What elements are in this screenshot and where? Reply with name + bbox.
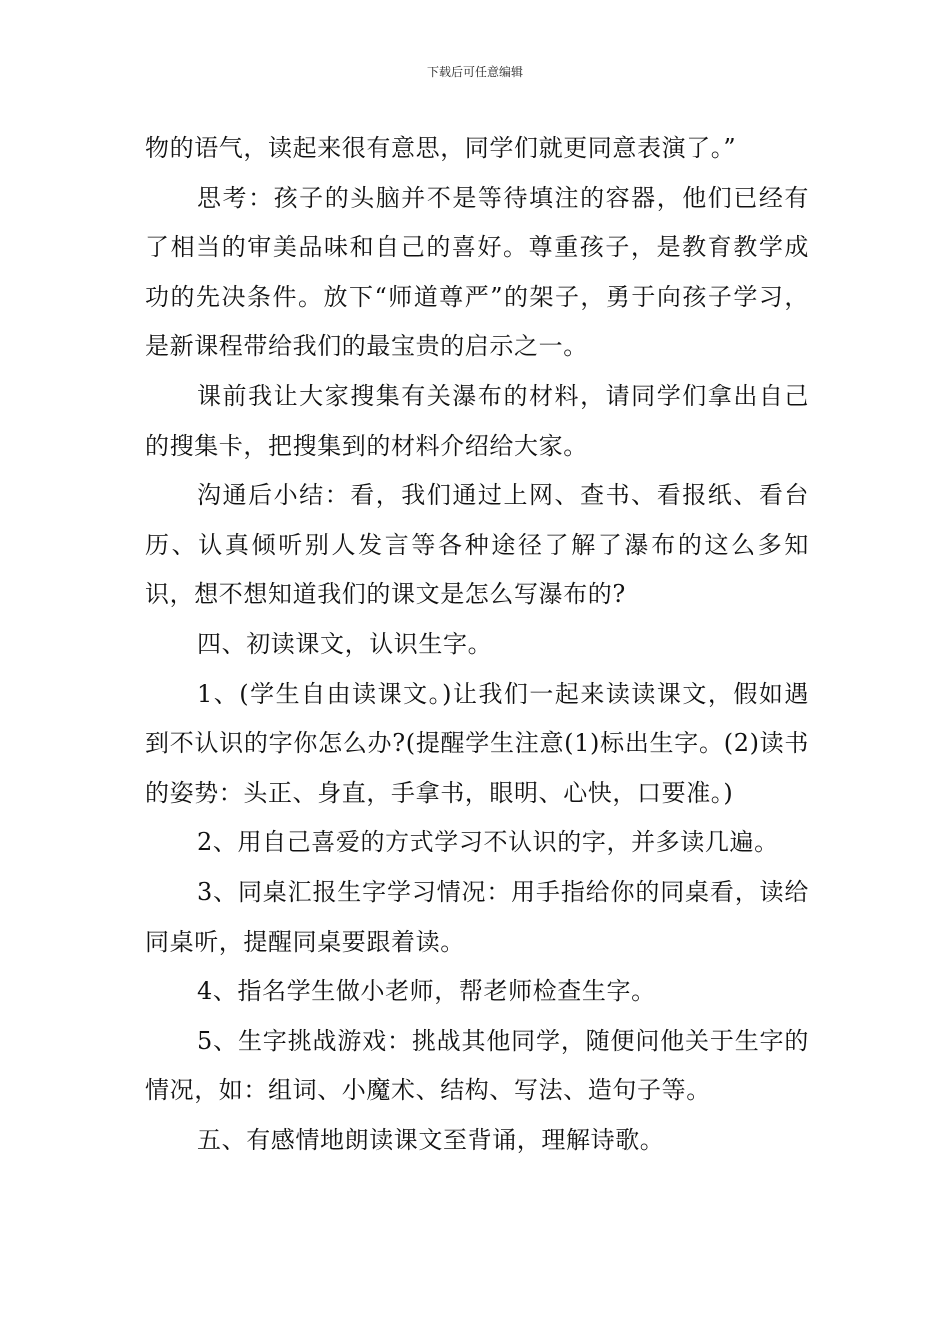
list-item-4: 4、指名学生做小老师，帮老师检查生字。 (197, 977, 656, 1006)
document-body (145, 124, 809, 1165)
list-item-3: 3、同桌汇报生字学习情况：用手指给你的同桌看，读给同桌听，提醒同桌要跟着读。 (145, 877, 809, 956)
list-item-5: 5、生字挑战游戏：挑战其他同学，随便问他关于生字的情况，如：组词、小魔术、结构、写法、造句子等。 (145, 1026, 809, 1105)
list-item-1: 1、(学生自由读课文。)让我们一起来读读课文，假如遇到不认识的字你怎么办?(提醒学生注意(1)标出生字。(2)读书的姿势：头正、身直，手拿书，眼明、心快，口要准。) (145, 679, 809, 807)
paragraph-reflection: 思考：孩子的头脑并不是等待填注的容器，他们已经有了相当的审美品味和自己的喜好。尊重孩子，是教育教学成功的先决条件。放下“师道尊严”的架子，勇于向孩子学习，是新课程带给我们的最宝贵的启示之一。 (145, 183, 809, 361)
paragraph-continuation: 物的语气，读起来很有意思，同学们就更同意表演了。” (145, 134, 737, 162)
paragraph-summary: 沟通后小结：看，我们通过上网、查书、看报纸、看台历、认真倾听别人发言等各种途径了解了瀑布的这么多知识，想不想知道我们的课文是怎么写瀑布的? (145, 481, 809, 609)
section-heading-4: 四、初读课文，认识生字。 (197, 629, 493, 658)
section-heading-5: 五、有感情地朗读课文至背诵，理解诗歌。 (197, 1125, 665, 1154)
paragraph-collect-materials: 课前我让大家搜集有关瀑布的材料，请同学们拿出自己的搜集卡，把搜集到的材料介绍给大家。 (145, 381, 809, 460)
list-item-2: 2、用自己喜爱的方式学习不认识的字，并多读几遍。 (197, 828, 779, 857)
page-header: 下载后可任意编辑 (426, 65, 523, 79)
